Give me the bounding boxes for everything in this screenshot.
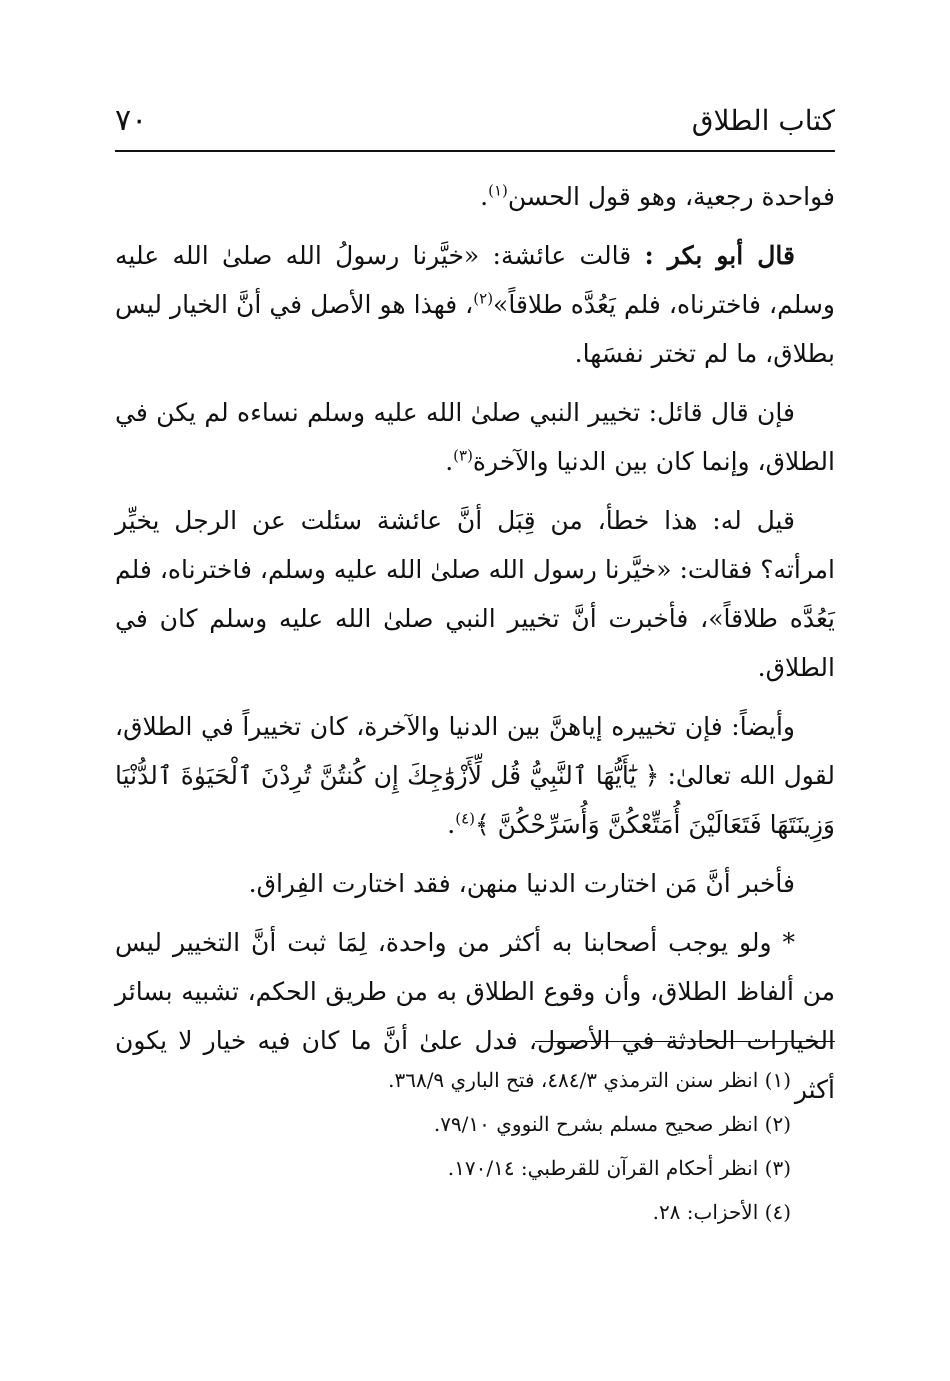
footnote-ref-3[interactable]: (٣) [453, 446, 473, 465]
footnote-ref-4[interactable]: (٤) [455, 809, 476, 828]
paragraph-3: فإن قال قائل: تخيير النبي صلىٰ الله عليه وسلم نساءه لم يكن في الطلاق، وإنما كان بين الدنيا والآخرة$^{(٣)}$. [115, 398, 835, 476]
footnote-ref-2[interactable]: (٢) [473, 289, 494, 308]
footnote-divider [535, 1041, 835, 1042]
footnote-3: (٣) انظر أحكام القرآن للقرطبي: ١٧٠/١٤. [447, 1156, 791, 1180]
footnote-ref-1[interactable]: (١) [488, 181, 508, 200]
footnote-4: (٤) الأحزاب: ٢٨. [652, 1200, 791, 1224]
quran-verse: ﴿ يَٰٓأَيُّهَا ٱلنَّبِيُّ قُل لِّأَزْوَٰجِكَ إِن كُنتُنَّ تُرِدْنَ ٱلْحَيَوٰةَ ٱلدُّنْيَا وَزِينَتَهَا فَتَعَالَيْنَ أُمَتِّعْكُنَّ وَأُسَرِّحْكُنَّ ﴾ [115, 761, 835, 839]
running-title: كتاب الطلاق [691, 104, 835, 137]
paragraph-1: فواحدة رجعية، وهو قول الحسن$^{(١)}$. [480, 181, 835, 211]
paragraph-6: فأخبر أنَّ مَن اختارت الدنيا منهن، فقد اختارت الفِراق. [248, 869, 795, 898]
footnotes [115, 1058, 791, 1234]
footnote-1: (١) انظر سنن الترمذي ٤٨٤/٣، فتح الباري ٣٦٨/٩. [388, 1068, 791, 1092]
paragraph-7: * ولو يوجب أصحابنا به أكثر من واحدة، لِمَا ثبت أنَّ التخيير ليس من ألفاظ الطلاق، وأن وقوع الطلاق به من طريق الحكم، تشبيه بسائر الخيارات الحادثة في الأصول، فدل علىٰ أنَّ ما كان فيه خيار لا يكون أكثر [115, 928, 835, 1104]
paragraph-5: وأيضاً: فإن تخييره إياهنَّ بين الدنيا والآخرة، كان تخييراً في الطلاق، لقول الله تعالىٰ: ﴿ يَٰٓأَيُّهَا ٱلنَّبِيُّ قُل لِّأَزْوَٰجِكَ إِن كُنتُنَّ تُرِدْنَ ٱلْحَيَوٰةَ ٱلدُّنْيَا وَزِينَتَهَا فَتَعَالَيْنَ أُمَتِّعْكُنَّ وَأُسَرِّحْكُنَّ ﴾$^{(٤)}$. [115, 712, 835, 839]
paragraph-4: قيل له: هذا خطأ، من قِبَل أنَّ عائشة سئلت عن الرجل يخيِّر امرأته؟ فقالت: «خيَّرنا رسول الله صلىٰ الله عليه وسلم، فاخترناه، فلم يَعُدَّه طلاقاً»، فأخبرت أنَّ تخيير النبي صلىٰ الله عليه وسلم كان في الطلاق. [115, 506, 835, 682]
header-divider [115, 150, 835, 152]
page-number: ٧٠ [115, 103, 148, 138]
paragraph-2: قال أبو بكر : قالت عائشة: «خيَّرنا رسولُ الله صلىٰ الله عليه وسلم، فاخترناه، فلم يَعُدَّه طلاقاً»$^{(٢)}$، فهذا هو الأصل في أنَّ الخيار ليس بطلاق، ما لم تختر نفسَها. [115, 241, 836, 368]
page-header [115, 100, 835, 146]
speaker-label: قال أبو بكر : [644, 241, 795, 270]
footnote-2: (٢) انظر صحيح مسلم بشرح النووي ٧٩/١٠. [433, 1112, 791, 1136]
main-text [115, 172, 835, 1124]
